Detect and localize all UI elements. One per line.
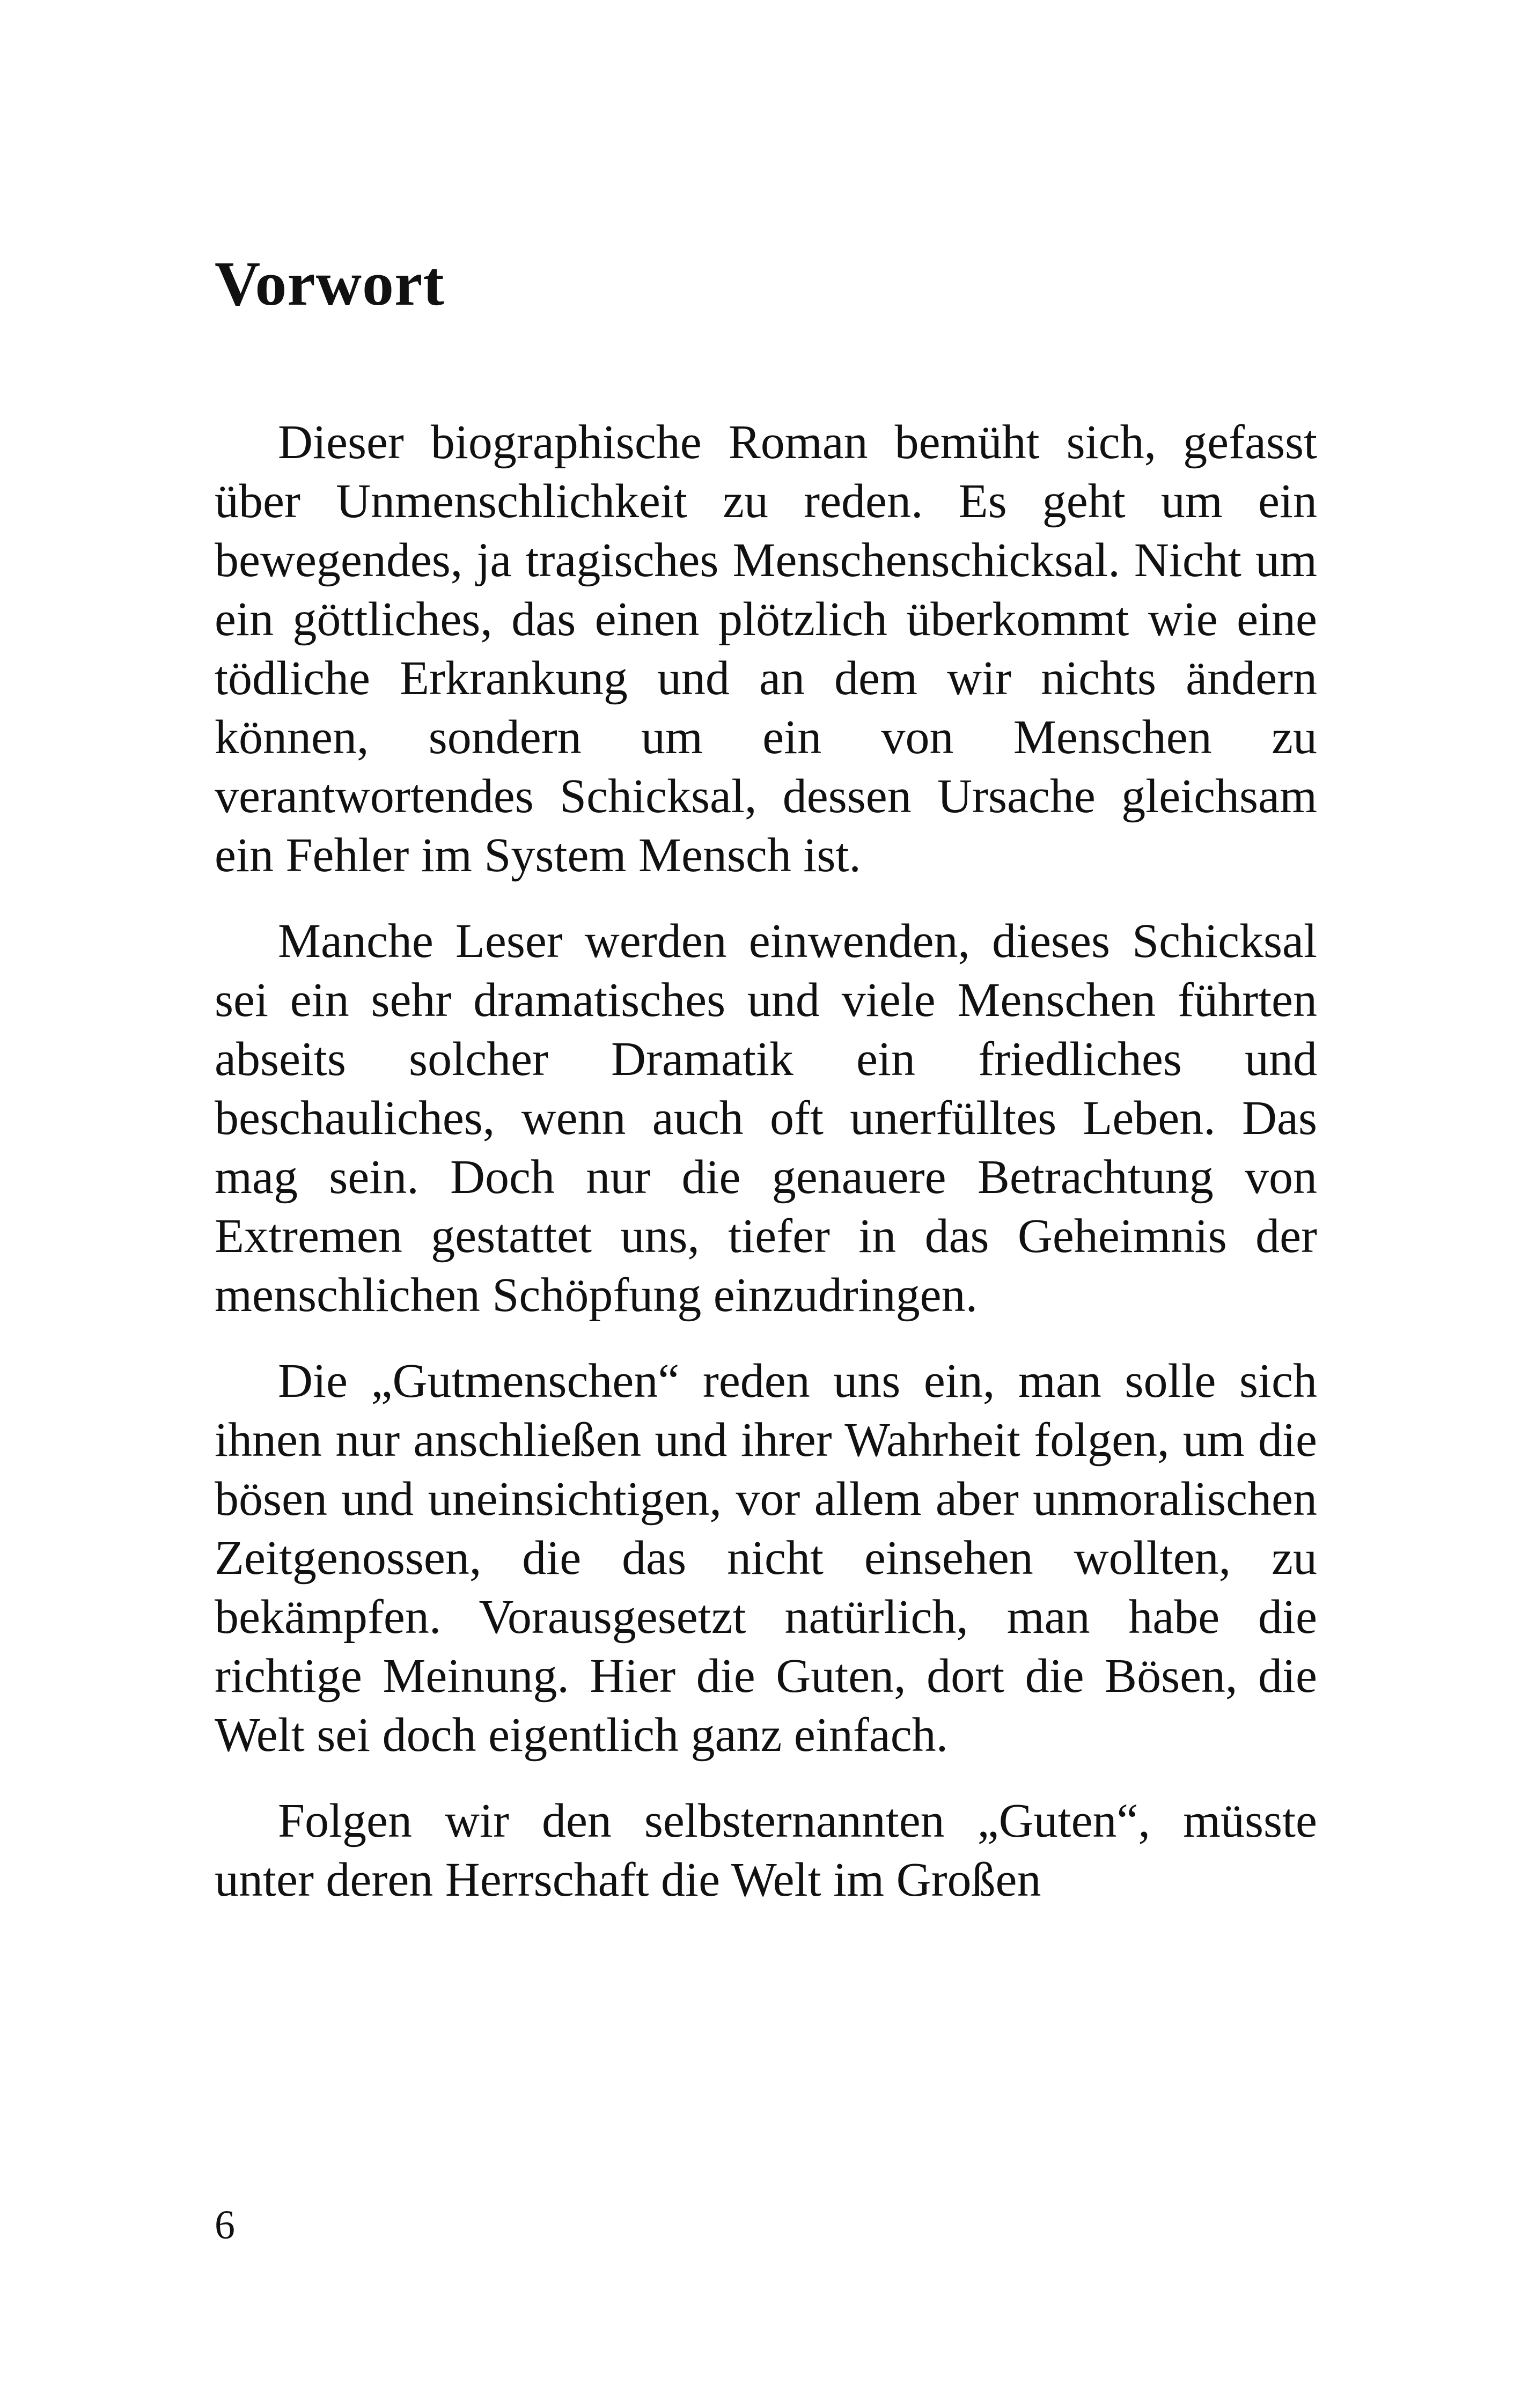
book-page (215, 0, 1317, 2408)
paragraph-2: Manche Leser werden einwenden, dieses Schicksal sei ein sehr dramatisches und viele Menschen führten abseits solcher Dramatik ein friedliches und beschauliches, wenn auch oft unerfülltes Leben. Das mag sein. Doch nur die genauere Betrachtung von Extremen gestattet uns, tiefer in das Geheimnis der menschlichen Schöpfung einzudringen. (215, 915, 1317, 1322)
paragraph-4: Folgen wir den selbsternannten „Guten“, müsste unter deren Herrschaft die Welt im Großen (215, 1794, 1317, 1906)
chapter-heading: Vorwort (215, 248, 445, 319)
paragraph-3: Die „Gutmenschen“ reden uns ein, man solle sich ihnen nur anschließen und ihrer Wahrheit folgen, um die bösen und uneinsichtigen, vor allem aber unmoralischen Zeitgenossen, die das nicht einsehen wollten, zu bekämpfen. Vorausgesetzt natürlich, man habe die richtige Meinung. Hier die Guten, dort die Bösen, die Welt sei doch eigentlich ganz einfach. (215, 1354, 1317, 1762)
paragraph-1: Dieser biographische Roman bemüht sich, gefasst über Unmenschlichkeit zu reden. Es geht um ein bewegendes, ja tragisches Menschenschicksal. Nicht um ein göttliches, das einen plötzlich überkommt wie eine tödliche Erkrankung und an dem wir nichts ändern können, sondern um ein von Menschen zu verantwortendes Schicksal, dessen Ursache gleichsam ein Fehler im System Mensch ist. (215, 416, 1317, 882)
body-text (215, 413, 1317, 1936)
page-number: 6 (215, 2203, 235, 2248)
